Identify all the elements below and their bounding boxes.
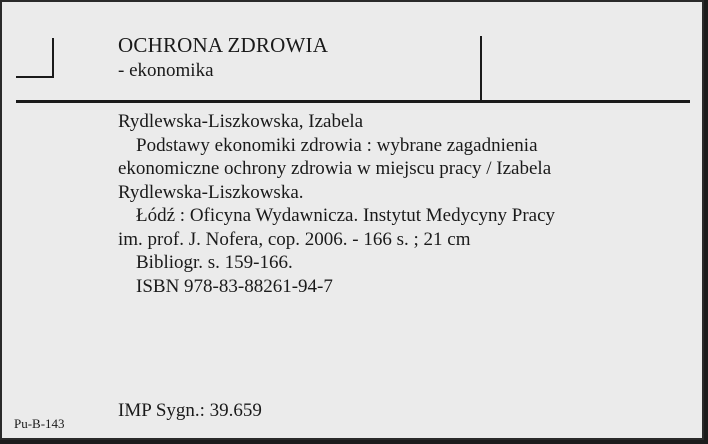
card-code: Pu-B-143 [14,416,65,431]
isbn: ISBN 978-83-88261-94-7 [136,275,333,297]
title-line: ekonomiczne ochrony zdrowia w miejscu pracy / Izabela [118,158,552,179]
publication-line: im. prof. J. Nofera, cop. 2006. - 166 s. ; 21 cm [118,228,471,250]
title-line: Rydlewska-Liszkowska. [118,181,304,203]
author: Rydlewska-Liszkowska, Izabela [118,111,364,132]
corner-mark-base [16,76,54,78]
subject-heading: OCHRONA ZDROWIA [118,33,329,57]
call-number: IMP Sygn.: 39.659 [118,400,262,421]
bibliography-note: Bibliogr. s. 159-166. [136,252,293,273]
horizontal-divider [16,100,690,103]
subject-subheading: - ekonomika [118,60,214,81]
corner-mark [52,38,54,78]
vertical-divider [480,36,482,100]
title-line: Podstawy ekonomiki zdrowia : wybrane zagadnienia [136,134,538,156]
publication-line: Łódź : Oficyna Wydawnicza. Instytut Medycyny Pracy [136,205,556,226]
bibliographic-entry [118,110,678,298]
